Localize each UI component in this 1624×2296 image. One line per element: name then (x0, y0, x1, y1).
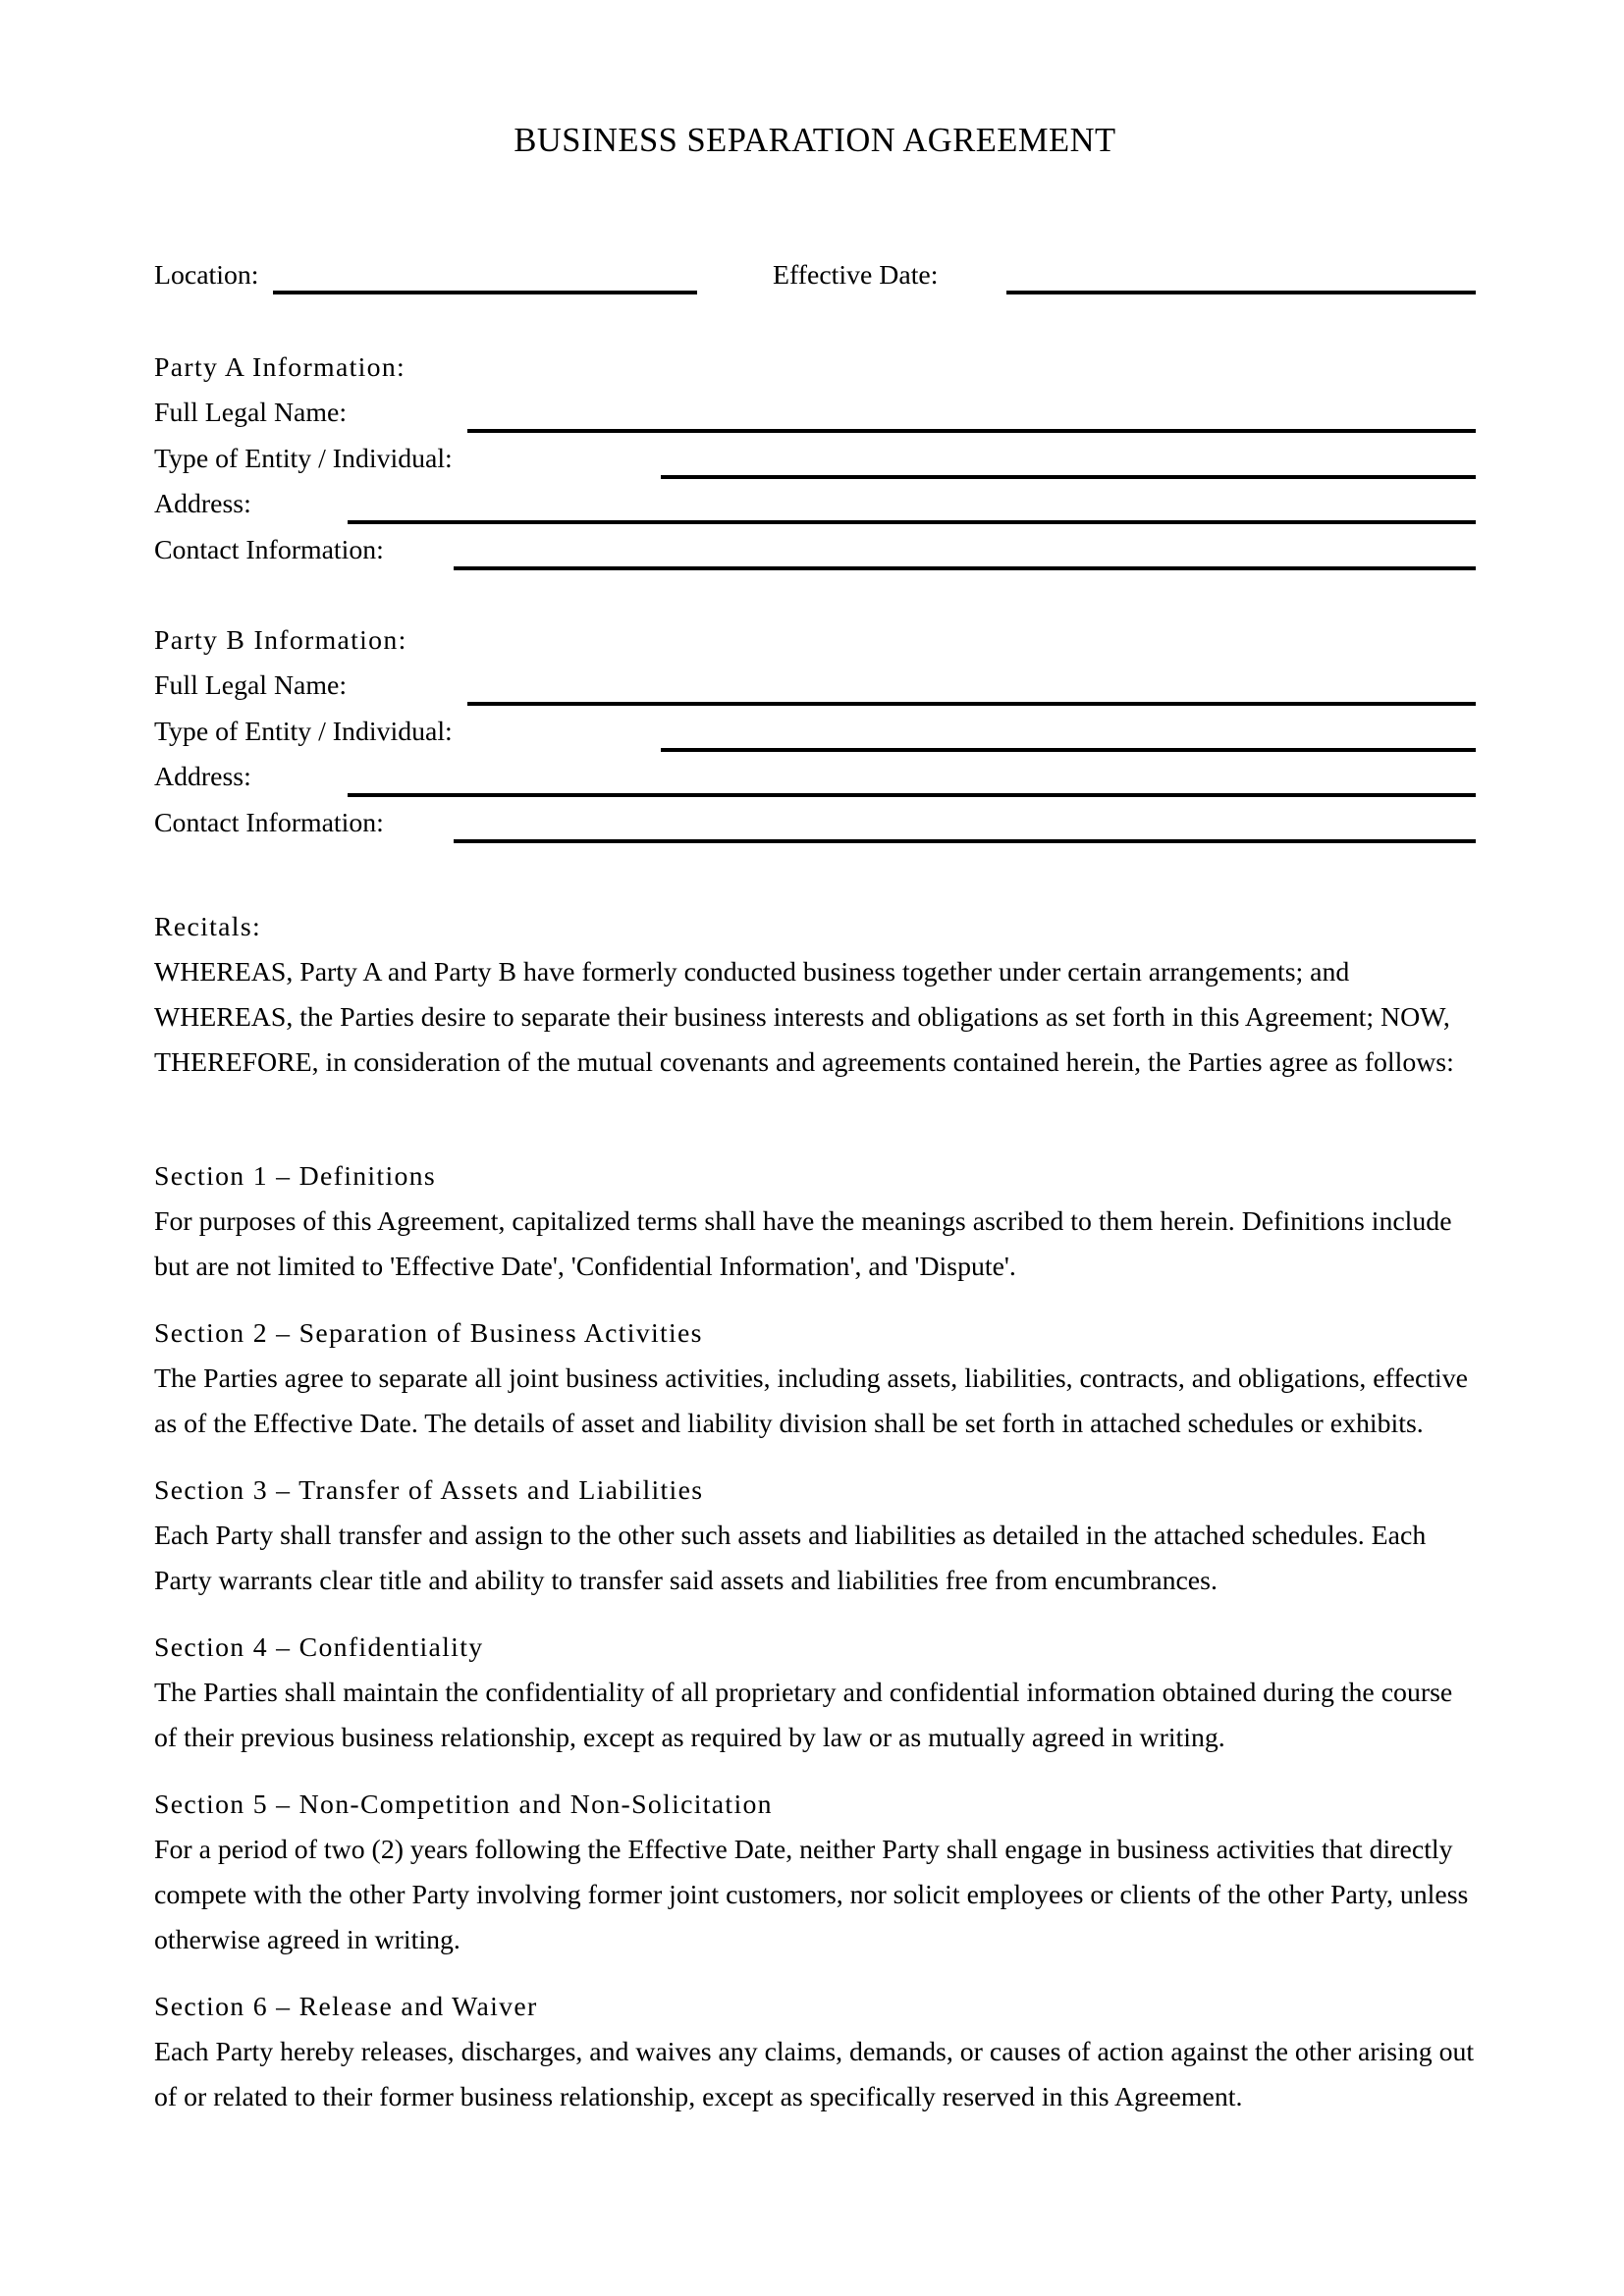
party-b-address-row (154, 755, 1476, 801)
party-b-address-label: Address: (154, 762, 251, 792)
party-a-entity-type-line[interactable] (661, 437, 1476, 479)
section-3-transfer (154, 1468, 1476, 1604)
section-6-body: Each Party hereby releases, discharges, and waives any claims, demands, or causes of action against the other arising out of or related to their former business relationship, except as specifically reserved in this Agreement. (154, 2037, 1475, 2112)
effective-date-input-line[interactable] (1006, 253, 1476, 294)
recitals-body: WHEREAS, Party A and Party B have formerly conducted business together under certain arrangements; and WHEREAS, the Parties desire to separate their business interests and obligations as set forth in this Agreement; NOW, THEREFORE, in consideration of the mutual covenants and agreements contained herein, the Parties agree as follows: (154, 957, 1454, 1078)
party-a-full-legal-name-label: Full Legal Name: (154, 398, 348, 428)
location-field-group (154, 253, 697, 298)
party-a-full-legal-name-line[interactable] (467, 391, 1476, 433)
party-a-address-row (154, 482, 1476, 528)
party-b-entity-type-row (154, 710, 1476, 756)
party-b-entity-type-label: Type of Entity / Individual: (154, 716, 453, 747)
section-3-heading: Section 3 – Transfer of Assets and Liabilities (154, 1475, 704, 1506)
section-6-heading: Section 6 – Release and Waiver (154, 1992, 538, 2022)
section-5-body: For a period of two (2) years following the Effective Date, neither Party shall engage in business activities that directly compete with the other Party involving former joint customers, nor solicit employees or clients of the other Party, unless otherwise agreed in writing. (154, 1835, 1469, 1955)
section-1-definitions (154, 1154, 1476, 1290)
party-b-heading: Party B Information: (154, 625, 407, 656)
party-a-contact-line[interactable] (454, 528, 1476, 570)
recitals-section (154, 905, 1476, 1086)
section-2-heading: Section 2 – Separation of Business Activities (154, 1318, 703, 1349)
party-a-heading: Party A Information: (154, 352, 406, 383)
party-a-contact-row (154, 528, 1476, 574)
party-a-full-legal-name-row (154, 391, 1476, 437)
agreement-sections (154, 1154, 1476, 2120)
party-b-section (154, 618, 1476, 846)
party-b-contact-label: Contact Information: (154, 807, 384, 838)
header-fields-gap (697, 253, 773, 298)
party-a-entity-type-row (154, 437, 1476, 483)
effective-date-label: Effective Date: (773, 260, 939, 291)
party-a-address-line[interactable] (348, 482, 1476, 524)
section-4-confidentiality (154, 1626, 1476, 1761)
section-5-noncompetition (154, 1783, 1476, 1963)
party-b-address-line[interactable] (348, 755, 1476, 797)
section-2-body: The Parties agree to separate all joint business activities, including assets, liabilities, contracts, and obligations, effective as of the Effective Date. The details of asset and liability division shall be set forth in attached schedules or exhibits. (154, 1363, 1468, 1439)
party-b-entity-type-line[interactable] (661, 710, 1476, 752)
party-b-full-legal-name-line[interactable] (467, 664, 1476, 706)
party-a-contact-label: Contact Information: (154, 534, 384, 565)
section-4-heading: Section 4 – Confidentiality (154, 1632, 484, 1663)
section-4-body: The Parties shall maintain the confidentiality of all proprietary and confidential information obtained during the course of their previous business relationship, except as required by law or as mutually agreed in writing. (154, 1678, 1453, 1753)
effective-date-field-group (773, 253, 1476, 298)
party-a-address-label: Address: (154, 489, 251, 519)
party-a-section (154, 346, 1476, 573)
section-6-release (154, 1985, 1476, 2120)
section-5-heading: Section 5 – Non-Competition and Non-Solicitation (154, 1789, 773, 1820)
header-fields-row (154, 253, 1476, 298)
section-1-heading: Section 1 – Definitions (154, 1161, 436, 1192)
party-b-contact-row (154, 801, 1476, 847)
party-a-entity-type-label: Type of Entity / Individual: (154, 443, 453, 474)
location-label: Location: (154, 260, 259, 291)
section-3-body: Each Party shall transfer and assign to the other such assets and liabilities as detailed in the attached schedules. Each Party warrants clear title and ability to transfer said assets and liabilities free from encumbrances. (154, 1521, 1427, 1596)
recitals-heading: Recitals: (154, 912, 261, 942)
section-1-body: For purposes of this Agreement, capitalized terms shall have the meanings ascribed to them herein. Definitions include but are not limited to 'Effective Date', 'Confidential Information', and 'Dispute'. (154, 1206, 1452, 1282)
document-title: BUSINESS SEPARATION AGREEMENT (514, 122, 1116, 159)
party-b-contact-line[interactable] (454, 801, 1476, 843)
section-2-separation (154, 1311, 1476, 1447)
party-b-full-legal-name-row (154, 664, 1476, 710)
location-input-line[interactable] (273, 253, 697, 294)
party-b-full-legal-name-label: Full Legal Name: (154, 670, 348, 701)
